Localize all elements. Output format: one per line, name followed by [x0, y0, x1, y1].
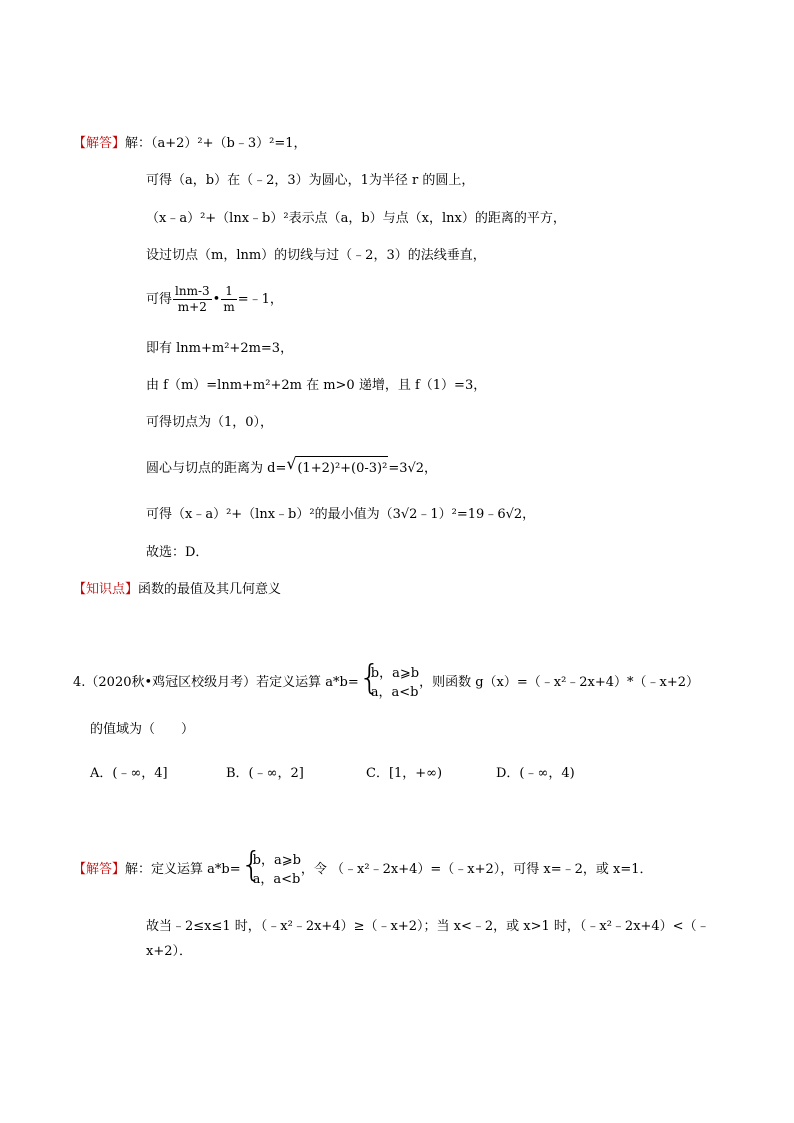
- piecewise-definition: [240, 844, 301, 889]
- solution-line-9: [146, 456, 437, 481]
- brace: {: [240, 844, 263, 885]
- text: 解：定义运算 a*b=: [125, 862, 241, 877]
- solution-line-7: 由 f（m）=lnm+m²+2m 在 m>0 递增，且 f（1）=3，: [146, 378, 487, 393]
- dot: •: [212, 292, 221, 307]
- question-4-stem: [73, 657, 700, 704]
- fraction-2: [221, 284, 236, 315]
- case-2: a，a<b: [252, 871, 301, 887]
- question-text: 4.（2020秋•鸡冠区校级月考）若定义运算 a*b=: [73, 675, 359, 690]
- solution-line-5: [146, 280, 283, 320]
- numerator: lnm-3: [175, 284, 210, 298]
- knowledge-text: 函数的最值及其几何意义: [138, 582, 282, 597]
- denominator: m+2: [177, 300, 207, 314]
- numerator: 1: [221, 284, 236, 300]
- solution-line-11: 故选：D．: [146, 545, 209, 560]
- solution-text: 解：（a+2）²+（b﹣3）²=1，: [125, 136, 307, 151]
- solution-4-line-3: x+2）．: [146, 944, 192, 959]
- solution-4-line-1: [73, 844, 653, 891]
- option-c[interactable]: C．[1，+∞): [366, 766, 443, 781]
- sqrt-expression: [286, 456, 388, 481]
- answer-tag: 【解答】: [73, 136, 126, 151]
- solution-line-6: 即有 lnm+m²+2m=3，: [146, 341, 294, 356]
- case-1: b，a⩾b: [252, 852, 301, 868]
- brace: {: [358, 657, 381, 698]
- text: ，令 （﹣x²﹣2x+4）=（﹣x+2），可得 x=﹣2，或 x=1．: [300, 862, 653, 877]
- knowledge-point: [73, 581, 281, 599]
- solution-line-2: 可得（a，b）在（﹣2，3）为圆心，1为半径 r 的圆上，: [146, 173, 475, 188]
- option-d[interactable]: D．(﹣∞，4): [496, 766, 575, 781]
- radicand: (1+2)²+(0-3)²: [296, 456, 388, 481]
- answer-tag: 【解答】: [73, 862, 126, 877]
- text: 可得: [146, 292, 173, 307]
- case-2: a，a<b: [370, 684, 419, 700]
- text: 圆心与切点的距离为 d=: [146, 461, 287, 476]
- case-1: b，a⩾b: [370, 665, 420, 681]
- text: =3√2，: [388, 461, 438, 476]
- option-a[interactable]: A．(﹣∞，4]: [90, 766, 168, 781]
- solution-line-4: 设过切点（m，lnm）的切线与过（﹣2，3）的法线垂直，: [146, 248, 486, 263]
- radical-sign: √: [286, 454, 297, 473]
- denominator: m: [223, 300, 235, 314]
- solution-line-8: 可得切点为（1，0），: [146, 415, 274, 430]
- solution-line-1: [73, 135, 307, 153]
- solution-line-10: 可得（x﹣a）²+（lnx﹣b）²的最小值为（3√2﹣1）²=19﹣6√2，: [146, 507, 536, 522]
- solution-line-3: （x﹣a）²+（lnx﹣b）²表示点（a，b）与点（x，lnx）的距离的平方，: [146, 211, 566, 226]
- fraction-1: [173, 284, 212, 315]
- text: =﹣1，: [237, 292, 283, 307]
- question-4-line-2: 的值域为（ ）: [90, 722, 195, 737]
- piecewise-definition: [358, 657, 420, 702]
- option-b[interactable]: B．(﹣∞，2]: [226, 766, 304, 781]
- question-text: ，则函数 g（x）=（﹣x²﹣2x+4）*（﹣x+2）: [419, 675, 700, 690]
- solution-4-line-2: 故当﹣2≤x≤1 时，（﹣x²﹣2x+4）≥（﹣x+2）；当 x<﹣2，或 x>1 时，（﹣x²﹣2x+4）<（﹣: [146, 919, 710, 934]
- knowledge-tag: 【知识点】: [73, 582, 139, 597]
